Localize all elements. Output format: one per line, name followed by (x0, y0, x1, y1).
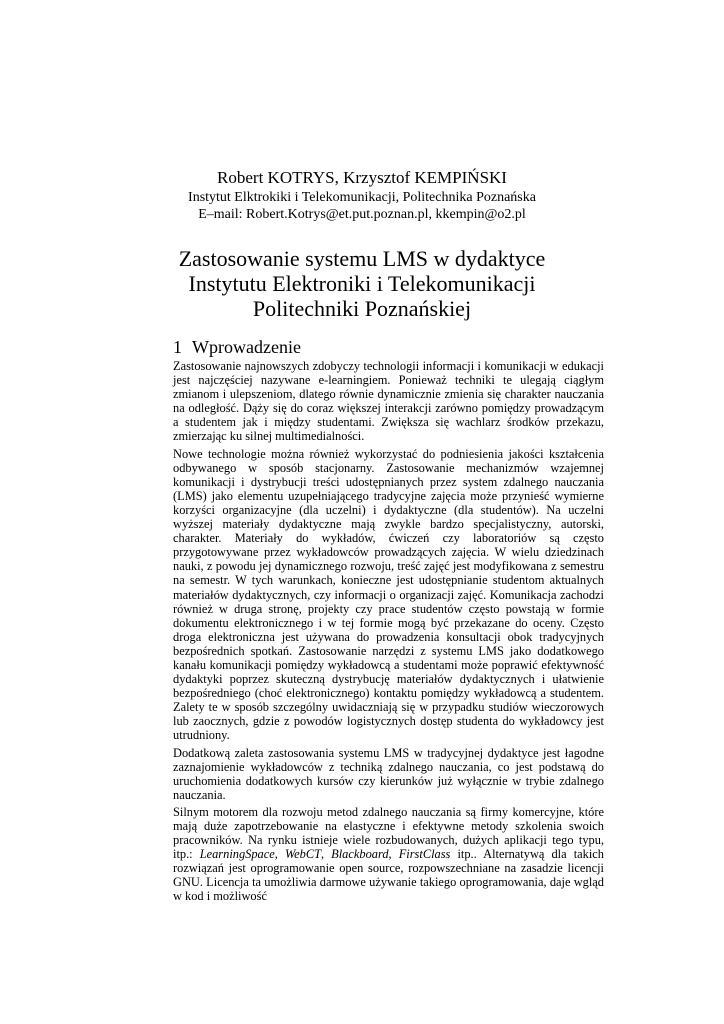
product-learningspace: LearningSpace (199, 847, 275, 862)
paragraph-4-end: itp.. Alternatywą dla takich rozwiązań jest oprogramowanie open source, rozpowszechniane na zasadzie licencji GNU. Licencja ta umożliwia darmowe używanie takiego oprogramowania, daje wgląd w kod i możliwość (173, 847, 604, 904)
product-webct: WebCT (284, 847, 321, 862)
title-line-3: Politechniki Poznańskiej (252, 296, 472, 321)
paragraph-1: Zastosowanie najnowszych zdobyczy technologii informacji i komunikacji w edukacji jest najczęściej nazywane e-learningiem. Ponieważ techniki te ulegają ciągłym zmianom i ulepszeniom, dlatego równie dynamicznie zmienia się charakter nauczania na odległość. Dąży się do coraz większej interakcji zarówno pomiędzy prowadzącym a studentem jak i między studentami. Zwiększa się wachlarz środków przekazu, zmierzając ku silnej multimedialności. (173, 359, 604, 444)
product-firstclass: FirstClass (398, 847, 451, 862)
paper-title (0, 246, 724, 321)
section-body (173, 359, 604, 907)
separator: , (274, 847, 285, 862)
paragraph-2: Nowe technologie można również wykorzystać do podniesienia jakości kształcenia odbywanego w sposób stacjonarny. Zastosowanie mechanizmów wzajemnej komunikacji i dystrybucji treści udostępnianych przez system zdalnego nauczania (LMS) jako elementu uzupełniającego tradycyjne zajęcia może przynieść wymierne korzyści organizacyjne (dla uczelni) i dydaktyczne (dla studentów). Na uczelni wyższej materiały dydaktyczne mają zwykle bardzo specjalistyczny, autorski, charakter. Materiały do wykładów, ćwiczeń czy laboratoriów są często przygotowywane przez wykładowców prowadzących zajęcia. W wielu dziedzinach nauki, z powodu jej dynamicznego rozwoju, treść zajęć jest modyfikowana z semestru na semestr. W tych warunkach, konieczne jest udostępnianie studentom aktualnych materiałów dydaktycznych, czy informacji o organizacji zajęć. Komunikacja zachodzi również w druga stronę, projekty czy prace studentów często powstają w formie dokumentu elektronicznego i w tej formie mogą być przekazane do oceny. Często droga elektroniczna jest używana do prowadzenia konsultacji obok tradycyjnych bezpośrednich spotkań. Zastosowanie narzędzi z systemu LMS jako dodatkowego kanału komunikacji pomiędzy wykładowcą a studentami może poprawić efektywność dydaktyki poprzez skuteczną dystrybucję materiałów dydaktycznych i ułatwienie bezpośredniego (choć elektronicznego) kontaktu pomiędzy wykładowcą a studentem. Zalety te w sposób szczególny uwidaczniają się w przypadku studiów wieczorowych lub zaocznych, gdzie z powodów logistycznych dostęp studenta do wykładowcy jest utrudniony. (173, 446, 604, 743)
section-title: Wprowadzenie (192, 337, 301, 357)
title-line-1: Zastosowanie systemu LMS w dydaktyce (178, 246, 546, 271)
product-blackboard: Blackboard (331, 847, 389, 862)
paragraph-4-start: Silnym motorem dla rozwoju metod zdalnego nauczania są firmy komercyjne, które mają duże zapotrzebowanie na elastyczne i efektywne metody szkolenia swoich pracowników. Na rynku istnieje wiele rozbudowanych, dużych aplikacji tego typu, itp.: (173, 804, 604, 862)
section-heading (173, 336, 301, 358)
paragraph-3: Dodatkową zaleta zastosowania systemu LMS w tradycyjnej dydaktyce jest łagodne zaznajomienie wykładowców z techniką zdalnego nauczania, co jest podstawą do uruchomienia dodatkowych kursów czy kierunków już wyłącznie w trybie zdalnego nauczania. (173, 745, 604, 802)
separator: , (388, 847, 399, 862)
title-line-2: Instytutu Elektroniki i Telekomunikacji (188, 271, 536, 296)
separator: , (320, 847, 332, 862)
affiliation: Instytut Elktrokiki i Telekomunikacji, Politechnika Poznańska (188, 190, 536, 205)
paragraph-4 (173, 805, 604, 904)
section-number: 1 (173, 337, 182, 357)
authors: Robert KOTRYS, Krzysztof KEMPIŃSKI (217, 168, 507, 187)
email-line: E–mail: Robert.Kotrys@et.put.poznan.pl, kkempin@o2.pl (198, 207, 526, 222)
